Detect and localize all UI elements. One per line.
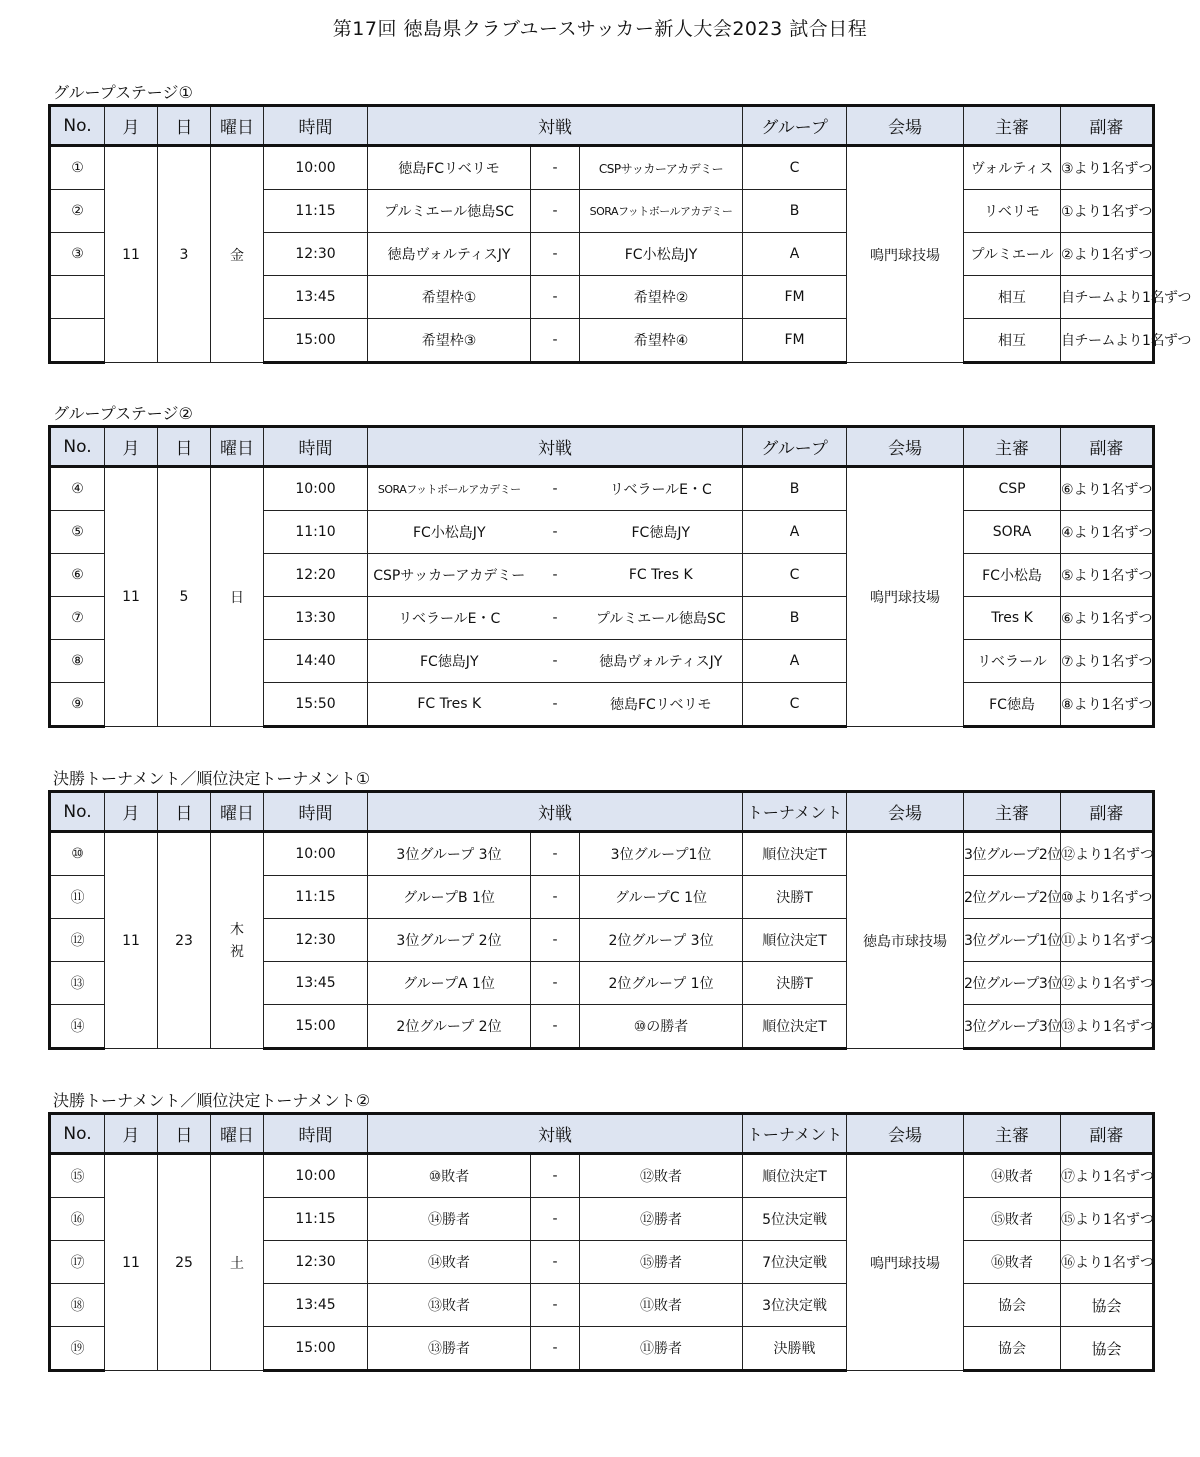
header-assistant-referee: 副審 bbox=[1061, 106, 1154, 146]
schedule-table-group-stage-2 bbox=[48, 425, 1155, 728]
away-team: ⑫勝者 bbox=[580, 1198, 743, 1241]
group: A bbox=[743, 640, 847, 683]
table-row bbox=[50, 467, 1154, 511]
match-no bbox=[50, 319, 105, 363]
table-row bbox=[50, 832, 1154, 876]
header-venue: 会場 bbox=[847, 427, 964, 467]
header-month: 月 bbox=[105, 792, 158, 832]
away-team: 2位グループ 3位 bbox=[580, 919, 743, 962]
assistant-referee: ⑯より1名ずつ bbox=[1061, 1241, 1154, 1284]
table-header-row bbox=[50, 1114, 1154, 1154]
referee: ⑭敗者 bbox=[964, 1154, 1061, 1198]
match-no: ⑪ bbox=[50, 876, 105, 919]
assistant-referee: ⑥より1名ずつ bbox=[1061, 467, 1154, 511]
tournament: 5位決定戦 bbox=[743, 1198, 847, 1241]
home-team: ⑭敗者 bbox=[368, 1241, 531, 1284]
schedule-table-tournament-2 bbox=[48, 1112, 1155, 1372]
away-team: 3位グループ1位 bbox=[580, 832, 743, 876]
match-no: ⑤ bbox=[50, 511, 105, 554]
assistant-referee: ⑤より1名ずつ bbox=[1061, 554, 1154, 597]
header-no: No. bbox=[50, 1114, 105, 1154]
home-team: FC小松島JY bbox=[368, 511, 531, 554]
away-team: ⑫敗者 bbox=[580, 1154, 743, 1198]
away-team: グループC 1位 bbox=[580, 876, 743, 919]
tournament: 順位決定T bbox=[743, 1154, 847, 1198]
header-time: 時間 bbox=[264, 1114, 368, 1154]
day: 3 bbox=[158, 146, 211, 363]
home-team: 徳島ヴォルティスJY bbox=[368, 233, 531, 276]
weekday-line-2: 祝 bbox=[230, 943, 244, 960]
kickoff-time: 12:20 bbox=[264, 554, 368, 597]
referee: リベラール bbox=[964, 640, 1061, 683]
versus-dash: - bbox=[531, 683, 580, 727]
kickoff-time: 12:30 bbox=[264, 919, 368, 962]
header-venue: 会場 bbox=[847, 1114, 964, 1154]
header-tournament: トーナメント bbox=[743, 1114, 847, 1154]
away-team: ⑪勝者 bbox=[580, 1327, 743, 1371]
home-team: ⑭勝者 bbox=[368, 1198, 531, 1241]
day: 25 bbox=[158, 1154, 211, 1371]
header-day: 日 bbox=[158, 427, 211, 467]
home-team: プルミエール徳島SC bbox=[368, 190, 531, 233]
header-assistant-referee: 副審 bbox=[1061, 792, 1154, 832]
header-tournament: トーナメント bbox=[743, 792, 847, 832]
kickoff-time: 12:30 bbox=[264, 233, 368, 276]
referee: プルミエール bbox=[964, 233, 1061, 276]
home-team: 2位グループ 2位 bbox=[368, 1005, 531, 1049]
match-no: ⑲ bbox=[50, 1327, 105, 1371]
home-team: ⑬勝者 bbox=[368, 1327, 531, 1371]
referee: ⑮敗者 bbox=[964, 1198, 1061, 1241]
home-team: ⑩敗者 bbox=[368, 1154, 531, 1198]
versus-dash: - bbox=[531, 190, 580, 233]
assistant-referee: ④より1名ずつ bbox=[1061, 511, 1154, 554]
assistant-referee: 自チームより1名ずつ bbox=[1061, 319, 1154, 363]
assistant-referee: 協会 bbox=[1061, 1327, 1154, 1371]
header-weekday: 曜日 bbox=[211, 427, 264, 467]
match-no: ⑩ bbox=[50, 832, 105, 876]
group: B bbox=[743, 467, 847, 511]
away-team: CSPサッカーアカデミー bbox=[580, 146, 743, 190]
header-referee: 主審 bbox=[964, 427, 1061, 467]
day: 23 bbox=[158, 832, 211, 1049]
month: 11 bbox=[105, 832, 158, 1049]
assistant-referee: ⑫より1名ずつ bbox=[1061, 962, 1154, 1005]
tournament: 決勝戦 bbox=[743, 1327, 847, 1371]
assistant-referee: ⑥より1名ずつ bbox=[1061, 597, 1154, 640]
match-no: ⑯ bbox=[50, 1198, 105, 1241]
match-no: ② bbox=[50, 190, 105, 233]
home-team: グループB 1位 bbox=[368, 876, 531, 919]
away-team: 希望枠④ bbox=[580, 319, 743, 363]
weekday bbox=[211, 832, 264, 1049]
weekday-line-1: 木 bbox=[230, 921, 244, 938]
table-header-row bbox=[50, 106, 1154, 146]
match-no: ① bbox=[50, 146, 105, 190]
group: C bbox=[743, 146, 847, 190]
match-no: ⑫ bbox=[50, 919, 105, 962]
header-match: 対戦 bbox=[368, 427, 743, 467]
header-group: グループ bbox=[743, 427, 847, 467]
schedule-table-group-stage-1 bbox=[48, 104, 1191, 364]
away-team: SORAフットボールアカデミー bbox=[580, 190, 743, 233]
referee: リベリモ bbox=[964, 190, 1061, 233]
group: A bbox=[743, 233, 847, 276]
referee: 相互 bbox=[964, 319, 1061, 363]
assistant-referee: ⑪より1名ずつ bbox=[1061, 919, 1154, 962]
versus-dash: - bbox=[531, 640, 580, 683]
versus-dash: - bbox=[531, 597, 580, 640]
tournament: 決勝T bbox=[743, 962, 847, 1005]
away-team: 2位グループ 1位 bbox=[580, 962, 743, 1005]
kickoff-time: 13:45 bbox=[264, 962, 368, 1005]
versus-dash: - bbox=[531, 276, 580, 319]
home-team: 希望枠① bbox=[368, 276, 531, 319]
month: 11 bbox=[105, 146, 158, 363]
referee: FC徳島 bbox=[964, 683, 1061, 727]
table-row bbox=[50, 1154, 1154, 1198]
referee: 2位グループ2位 bbox=[964, 876, 1061, 919]
away-team: FC Tres K bbox=[580, 554, 743, 597]
kickoff-time: 13:30 bbox=[264, 597, 368, 640]
referee: SORA bbox=[964, 511, 1061, 554]
header-month: 月 bbox=[105, 106, 158, 146]
away-team: 希望枠② bbox=[580, 276, 743, 319]
match-no: ⑮ bbox=[50, 1154, 105, 1198]
kickoff-time: 12:30 bbox=[264, 1241, 368, 1284]
assistant-referee: ⑰より1名ずつ bbox=[1061, 1154, 1154, 1198]
versus-dash: - bbox=[531, 832, 580, 876]
group: B bbox=[743, 190, 847, 233]
home-team: 3位グループ 2位 bbox=[368, 919, 531, 962]
group: FM bbox=[743, 319, 847, 363]
away-team: FC徳島JY bbox=[580, 511, 743, 554]
header-match: 対戦 bbox=[368, 792, 743, 832]
tournament: 順位決定T bbox=[743, 832, 847, 876]
match-no: ⑥ bbox=[50, 554, 105, 597]
away-team: 徳島ヴォルティスJY bbox=[580, 640, 743, 683]
versus-dash: - bbox=[531, 919, 580, 962]
home-team: 徳島FCリベリモ bbox=[368, 146, 531, 190]
header-referee: 主審 bbox=[964, 106, 1061, 146]
assistant-referee: ⑮より1名ずつ bbox=[1061, 1198, 1154, 1241]
match-no: ⑱ bbox=[50, 1284, 105, 1327]
versus-dash: - bbox=[531, 1198, 580, 1241]
table-header-row bbox=[50, 792, 1154, 832]
home-team: 3位グループ 3位 bbox=[368, 832, 531, 876]
venue: 鳴門球技場 bbox=[847, 467, 964, 727]
away-team: ⑩の勝者 bbox=[580, 1005, 743, 1049]
kickoff-time: 15:50 bbox=[264, 683, 368, 727]
home-team: SORAフットボールアカデミー bbox=[368, 467, 531, 511]
header-match: 対戦 bbox=[368, 106, 743, 146]
day: 5 bbox=[158, 467, 211, 727]
section-title-tournament-1: 決勝トーナメント／順位決定トーナメント① bbox=[53, 769, 371, 788]
kickoff-time: 10:00 bbox=[264, 146, 368, 190]
referee: CSP bbox=[964, 467, 1061, 511]
versus-dash: - bbox=[531, 1327, 580, 1371]
weekday: 土 bbox=[211, 1154, 264, 1371]
header-no: No. bbox=[50, 427, 105, 467]
header-referee: 主審 bbox=[964, 1114, 1061, 1154]
section-title-group-stage-1: グループステージ① bbox=[53, 83, 193, 102]
header-assistant-referee: 副審 bbox=[1061, 427, 1154, 467]
versus-dash: - bbox=[531, 146, 580, 190]
assistant-referee: ③より1名ずつ bbox=[1061, 146, 1154, 190]
home-team: FC徳島JY bbox=[368, 640, 531, 683]
versus-dash: - bbox=[531, 1005, 580, 1049]
kickoff-time: 11:15 bbox=[264, 1198, 368, 1241]
venue: 鳴門球技場 bbox=[847, 146, 964, 363]
header-venue: 会場 bbox=[847, 792, 964, 832]
kickoff-time: 15:00 bbox=[264, 1005, 368, 1049]
table-header-row bbox=[50, 427, 1154, 467]
match-no: ⑦ bbox=[50, 597, 105, 640]
header-day: 日 bbox=[158, 1114, 211, 1154]
group: B bbox=[743, 597, 847, 640]
referee: Tres K bbox=[964, 597, 1061, 640]
assistant-referee: ⑩より1名ずつ bbox=[1061, 876, 1154, 919]
kickoff-time: 10:00 bbox=[264, 1154, 368, 1198]
referee: 3位グループ2位 bbox=[964, 832, 1061, 876]
match-no bbox=[50, 276, 105, 319]
match-no: ⑧ bbox=[50, 640, 105, 683]
month: 11 bbox=[105, 467, 158, 727]
referee: ヴォルティス bbox=[964, 146, 1061, 190]
away-team: ⑪敗者 bbox=[580, 1284, 743, 1327]
versus-dash: - bbox=[531, 511, 580, 554]
header-day: 日 bbox=[158, 106, 211, 146]
kickoff-time: 15:00 bbox=[264, 1327, 368, 1371]
referee: FC小松島 bbox=[964, 554, 1061, 597]
kickoff-time: 10:00 bbox=[264, 832, 368, 876]
away-team: FC小松島JY bbox=[580, 233, 743, 276]
group: FM bbox=[743, 276, 847, 319]
away-team: 徳島FCリベリモ bbox=[580, 683, 743, 727]
weekday: 金 bbox=[211, 146, 264, 363]
page-title: 第17回 徳島県クラブユースサッカー新人大会2023 試合日程 bbox=[332, 18, 868, 40]
assistant-referee: ⑬より1名ずつ bbox=[1061, 1005, 1154, 1049]
tournament: 7位決定戦 bbox=[743, 1241, 847, 1284]
header-weekday: 曜日 bbox=[211, 106, 264, 146]
assistant-referee: ②より1名ずつ bbox=[1061, 233, 1154, 276]
header-day: 日 bbox=[158, 792, 211, 832]
tournament: 決勝T bbox=[743, 876, 847, 919]
away-team: ⑮勝者 bbox=[580, 1241, 743, 1284]
referee: 相互 bbox=[964, 276, 1061, 319]
match-no: ③ bbox=[50, 233, 105, 276]
group: A bbox=[743, 511, 847, 554]
header-time: 時間 bbox=[264, 792, 368, 832]
away-team: リベラールE・C bbox=[580, 467, 743, 511]
venue: 徳島市球技場 bbox=[847, 832, 964, 1049]
away-team: プルミエール徳島SC bbox=[580, 597, 743, 640]
header-month: 月 bbox=[105, 427, 158, 467]
month: 11 bbox=[105, 1154, 158, 1371]
versus-dash: - bbox=[531, 962, 580, 1005]
assistant-referee: ⑦より1名ずつ bbox=[1061, 640, 1154, 683]
header-match: 対戦 bbox=[368, 1114, 743, 1154]
assistant-referee: ①より1名ずつ bbox=[1061, 190, 1154, 233]
match-no: ⑭ bbox=[50, 1005, 105, 1049]
home-team: 希望枠③ bbox=[368, 319, 531, 363]
referee: 2位グループ3位 bbox=[964, 962, 1061, 1005]
kickoff-time: 13:45 bbox=[264, 276, 368, 319]
header-no: No. bbox=[50, 106, 105, 146]
home-team: ⑬敗者 bbox=[368, 1284, 531, 1327]
weekday: 日 bbox=[211, 467, 264, 727]
table-row bbox=[50, 146, 1154, 190]
home-team: FC Tres K bbox=[368, 683, 531, 727]
kickoff-time: 10:00 bbox=[264, 467, 368, 511]
tournament: 順位決定T bbox=[743, 1005, 847, 1049]
header-no: No. bbox=[50, 792, 105, 832]
versus-dash: - bbox=[531, 1241, 580, 1284]
header-time: 時間 bbox=[264, 427, 368, 467]
assistant-referee: 自チームより1名ずつ bbox=[1061, 276, 1154, 319]
group: C bbox=[743, 554, 847, 597]
tournament: 順位決定T bbox=[743, 919, 847, 962]
kickoff-time: 14:40 bbox=[264, 640, 368, 683]
versus-dash: - bbox=[531, 467, 580, 511]
versus-dash: - bbox=[531, 233, 580, 276]
versus-dash: - bbox=[531, 1154, 580, 1198]
referee: 3位グループ1位 bbox=[964, 919, 1061, 962]
group: C bbox=[743, 683, 847, 727]
header-referee: 主審 bbox=[964, 792, 1061, 832]
header-assistant-referee: 副審 bbox=[1061, 1114, 1154, 1154]
versus-dash: - bbox=[531, 876, 580, 919]
home-team: リベラールE・C bbox=[368, 597, 531, 640]
header-weekday: 曜日 bbox=[211, 792, 264, 832]
kickoff-time: 13:45 bbox=[264, 1284, 368, 1327]
referee: 3位グループ3位 bbox=[964, 1005, 1061, 1049]
assistant-referee: ⑫より1名ずつ bbox=[1061, 832, 1154, 876]
kickoff-time: 15:00 bbox=[264, 319, 368, 363]
match-no: ⑨ bbox=[50, 683, 105, 727]
section-title-tournament-2: 決勝トーナメント／順位決定トーナメント② bbox=[53, 1091, 371, 1110]
match-no: ④ bbox=[50, 467, 105, 511]
match-no: ⑰ bbox=[50, 1241, 105, 1284]
section-title-group-stage-2: グループステージ② bbox=[53, 404, 193, 423]
header-venue: 会場 bbox=[847, 106, 964, 146]
assistant-referee: ⑧より1名ずつ bbox=[1061, 683, 1154, 727]
kickoff-time: 11:15 bbox=[264, 190, 368, 233]
header-group: グループ bbox=[743, 106, 847, 146]
tournament: 3位決定戦 bbox=[743, 1284, 847, 1327]
versus-dash: - bbox=[531, 1284, 580, 1327]
schedule-table-tournament-1 bbox=[48, 790, 1155, 1050]
header-month: 月 bbox=[105, 1114, 158, 1154]
header-weekday: 曜日 bbox=[211, 1114, 264, 1154]
home-team: グループA 1位 bbox=[368, 962, 531, 1005]
kickoff-time: 11:10 bbox=[264, 511, 368, 554]
versus-dash: - bbox=[531, 319, 580, 363]
assistant-referee: 協会 bbox=[1061, 1284, 1154, 1327]
match-no: ⑬ bbox=[50, 962, 105, 1005]
venue: 鳴門球技場 bbox=[847, 1154, 964, 1371]
kickoff-time: 11:15 bbox=[264, 876, 368, 919]
referee: 協会 bbox=[964, 1284, 1061, 1327]
header-time: 時間 bbox=[264, 106, 368, 146]
home-team: CSPサッカーアカデミー bbox=[368, 554, 531, 597]
referee: 協会 bbox=[964, 1327, 1061, 1371]
referee: ⑯敗者 bbox=[964, 1241, 1061, 1284]
versus-dash: - bbox=[531, 554, 580, 597]
